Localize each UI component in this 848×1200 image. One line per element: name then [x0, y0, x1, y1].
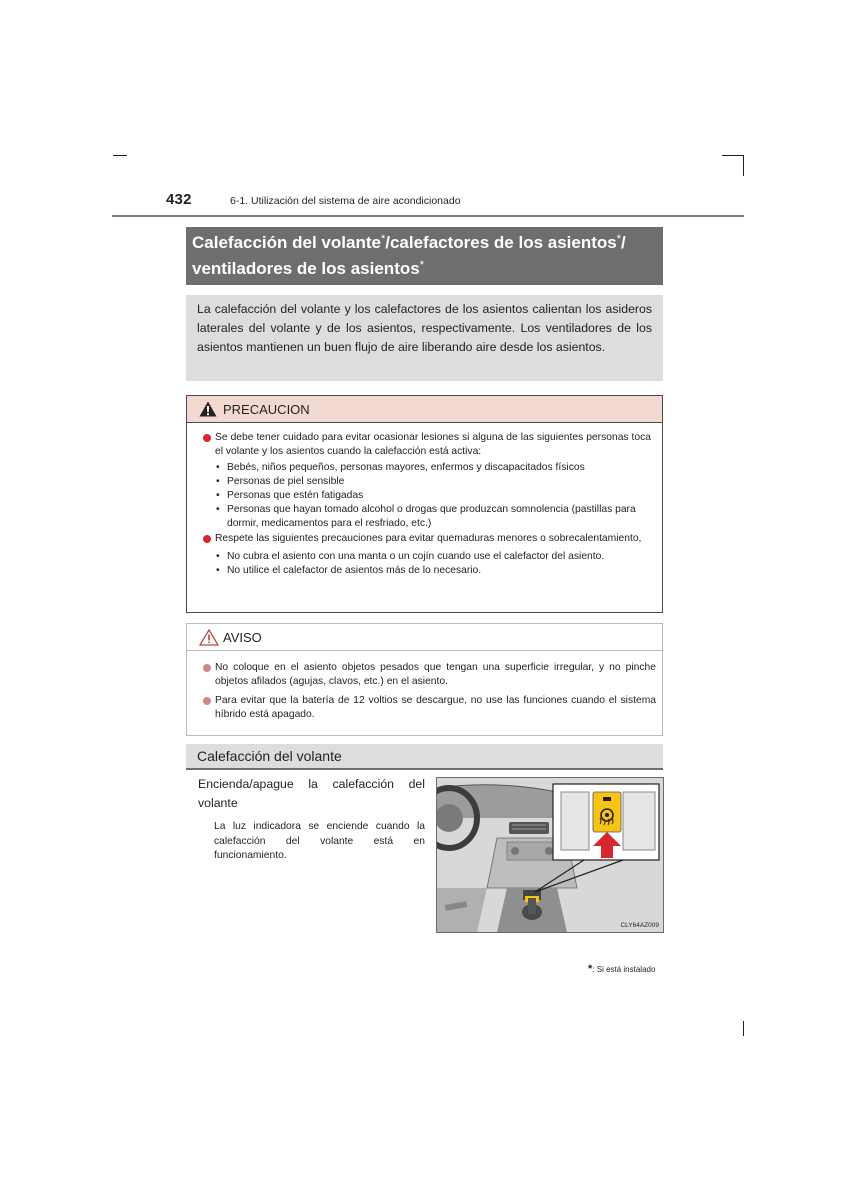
section-path: 6-1. Utilización del sistema de aire acondicionado	[230, 195, 461, 207]
header-rule	[112, 215, 744, 217]
footnote	[588, 963, 655, 975]
caution-box	[186, 395, 663, 613]
figure-code: CLY64AZ009	[620, 922, 659, 929]
title-part-4: ventiladores de los asientos	[192, 259, 420, 278]
caution-subitem-text: Personas que estén fatigadas	[227, 490, 364, 501]
crop-mark-top-left	[113, 155, 127, 156]
caution-subitem-text: Personas que hayan tomado alcohol o drogas que produzcan somnolencia (pastillas para dormir, medicamentos para el resfriado, etc.)	[227, 504, 636, 529]
section-title	[186, 227, 663, 285]
caution-item-text: Respete las siguientes precauciones para evitar quemaduras menores o sobrecalentamiento,	[215, 533, 642, 544]
crop-mark-top-right-h	[722, 155, 743, 156]
asterisk-mark: *	[616, 233, 622, 245]
notice-item-text: No coloque en el asiento objetos pesados que tengan una superficie irregular, y no pinche objetos afilados (agujas, clavos, etc.) en el asiento.	[215, 662, 656, 687]
caution-item	[203, 532, 651, 546]
notice-box	[186, 623, 663, 736]
notice-item-text: Para evitar que la batería de 12 voltios se descargue, no use las funciones cuando el sistema híbrido está apagado.	[215, 695, 656, 720]
pink-bullet-icon	[203, 664, 211, 672]
red-bullet-icon	[203, 434, 211, 442]
caution-subitem: • No utilice el calefactor de asientos más de lo necesario.	[216, 565, 482, 576]
page-number: 432	[166, 191, 192, 208]
caution-subitem: • Bebés, niños pequeños, personas mayores, enfermos y discapacitados físicos	[216, 462, 585, 473]
caution-body	[187, 423, 662, 578]
caution-subitem: • No cubra el asiento con una manta o un cojín cuando use el calefactor del asiento.	[216, 551, 605, 562]
title-part-3: /	[621, 233, 626, 252]
caution-item	[203, 431, 651, 459]
notice-triangle-icon	[199, 629, 219, 646]
notice-header	[187, 624, 662, 651]
red-bullet-icon	[203, 535, 211, 543]
caution-subitem-text: No utilice el calefactor de asientos más de lo necesario.	[227, 565, 482, 576]
pink-bullet-icon	[203, 697, 211, 705]
caution-subitem: • Personas que estén fatigadas	[216, 490, 364, 501]
caution-subitem: • Personas de piel sensible	[216, 476, 345, 487]
caution-header	[187, 396, 662, 423]
footnote-symbol: *	[588, 963, 593, 975]
crop-mark-bottom-right	[743, 1021, 744, 1036]
title-part-1: Calefacción del volante	[192, 233, 381, 252]
intro-box	[186, 295, 663, 381]
notice-item	[203, 661, 656, 689]
notice-body	[187, 651, 662, 722]
subsection-title: Calefacción del volante	[186, 744, 663, 770]
caution-subitem-text: Bebés, niños pequeños, personas mayores, enfermos y discapacitados físicos	[227, 462, 585, 473]
crop-mark-top-right-v	[743, 155, 744, 176]
title-part-2: /calefactores de los asientos	[385, 233, 617, 252]
instruction-text: Encienda/apague la calefacción del volante	[198, 777, 425, 810]
asterisk-mark: *	[419, 259, 424, 271]
footnote-text: : Si está instalado	[592, 965, 656, 974]
dashboard-illustration	[437, 778, 663, 932]
caution-item-text: Se debe tener cuidado para evitar ocasionar lesiones si alguna de las siguientes personas toca el volante y los asientos cuando la calefacción está activa:	[215, 432, 651, 457]
steering-heater-figure	[436, 777, 664, 933]
asterisk-mark: *	[380, 233, 386, 245]
caution-subitem-text: Personas de piel sensible	[227, 476, 345, 487]
caution-subitem-text: No cubra el asiento con una manta o un cojín cuando use el calefactor del asiento.	[227, 551, 605, 562]
caution-subitem: • Personas que hayan tomado alcohol o drogas que produzcan somnolencia (pastillas para dormir, medicamentos para el resfriado, etc.)	[216, 504, 636, 529]
caution-heading: PRECAUCION	[223, 401, 310, 417]
notice-item	[203, 694, 656, 722]
instruction-note: La luz indicadora se enciende cuando la calefacción del volante está en funcionamiento.	[214, 821, 425, 861]
notice-heading: AVISO	[223, 629, 262, 645]
warning-triangle-icon	[199, 401, 217, 417]
intro-text: La calefacción del volante y los calefactores de los asientos calientan los asideros laterales del volante y de los asientos, respectivamente. Los ventiladores de los asientos mantienen un buen flujo de aire liberando aire desde los asientos.	[197, 302, 652, 354]
